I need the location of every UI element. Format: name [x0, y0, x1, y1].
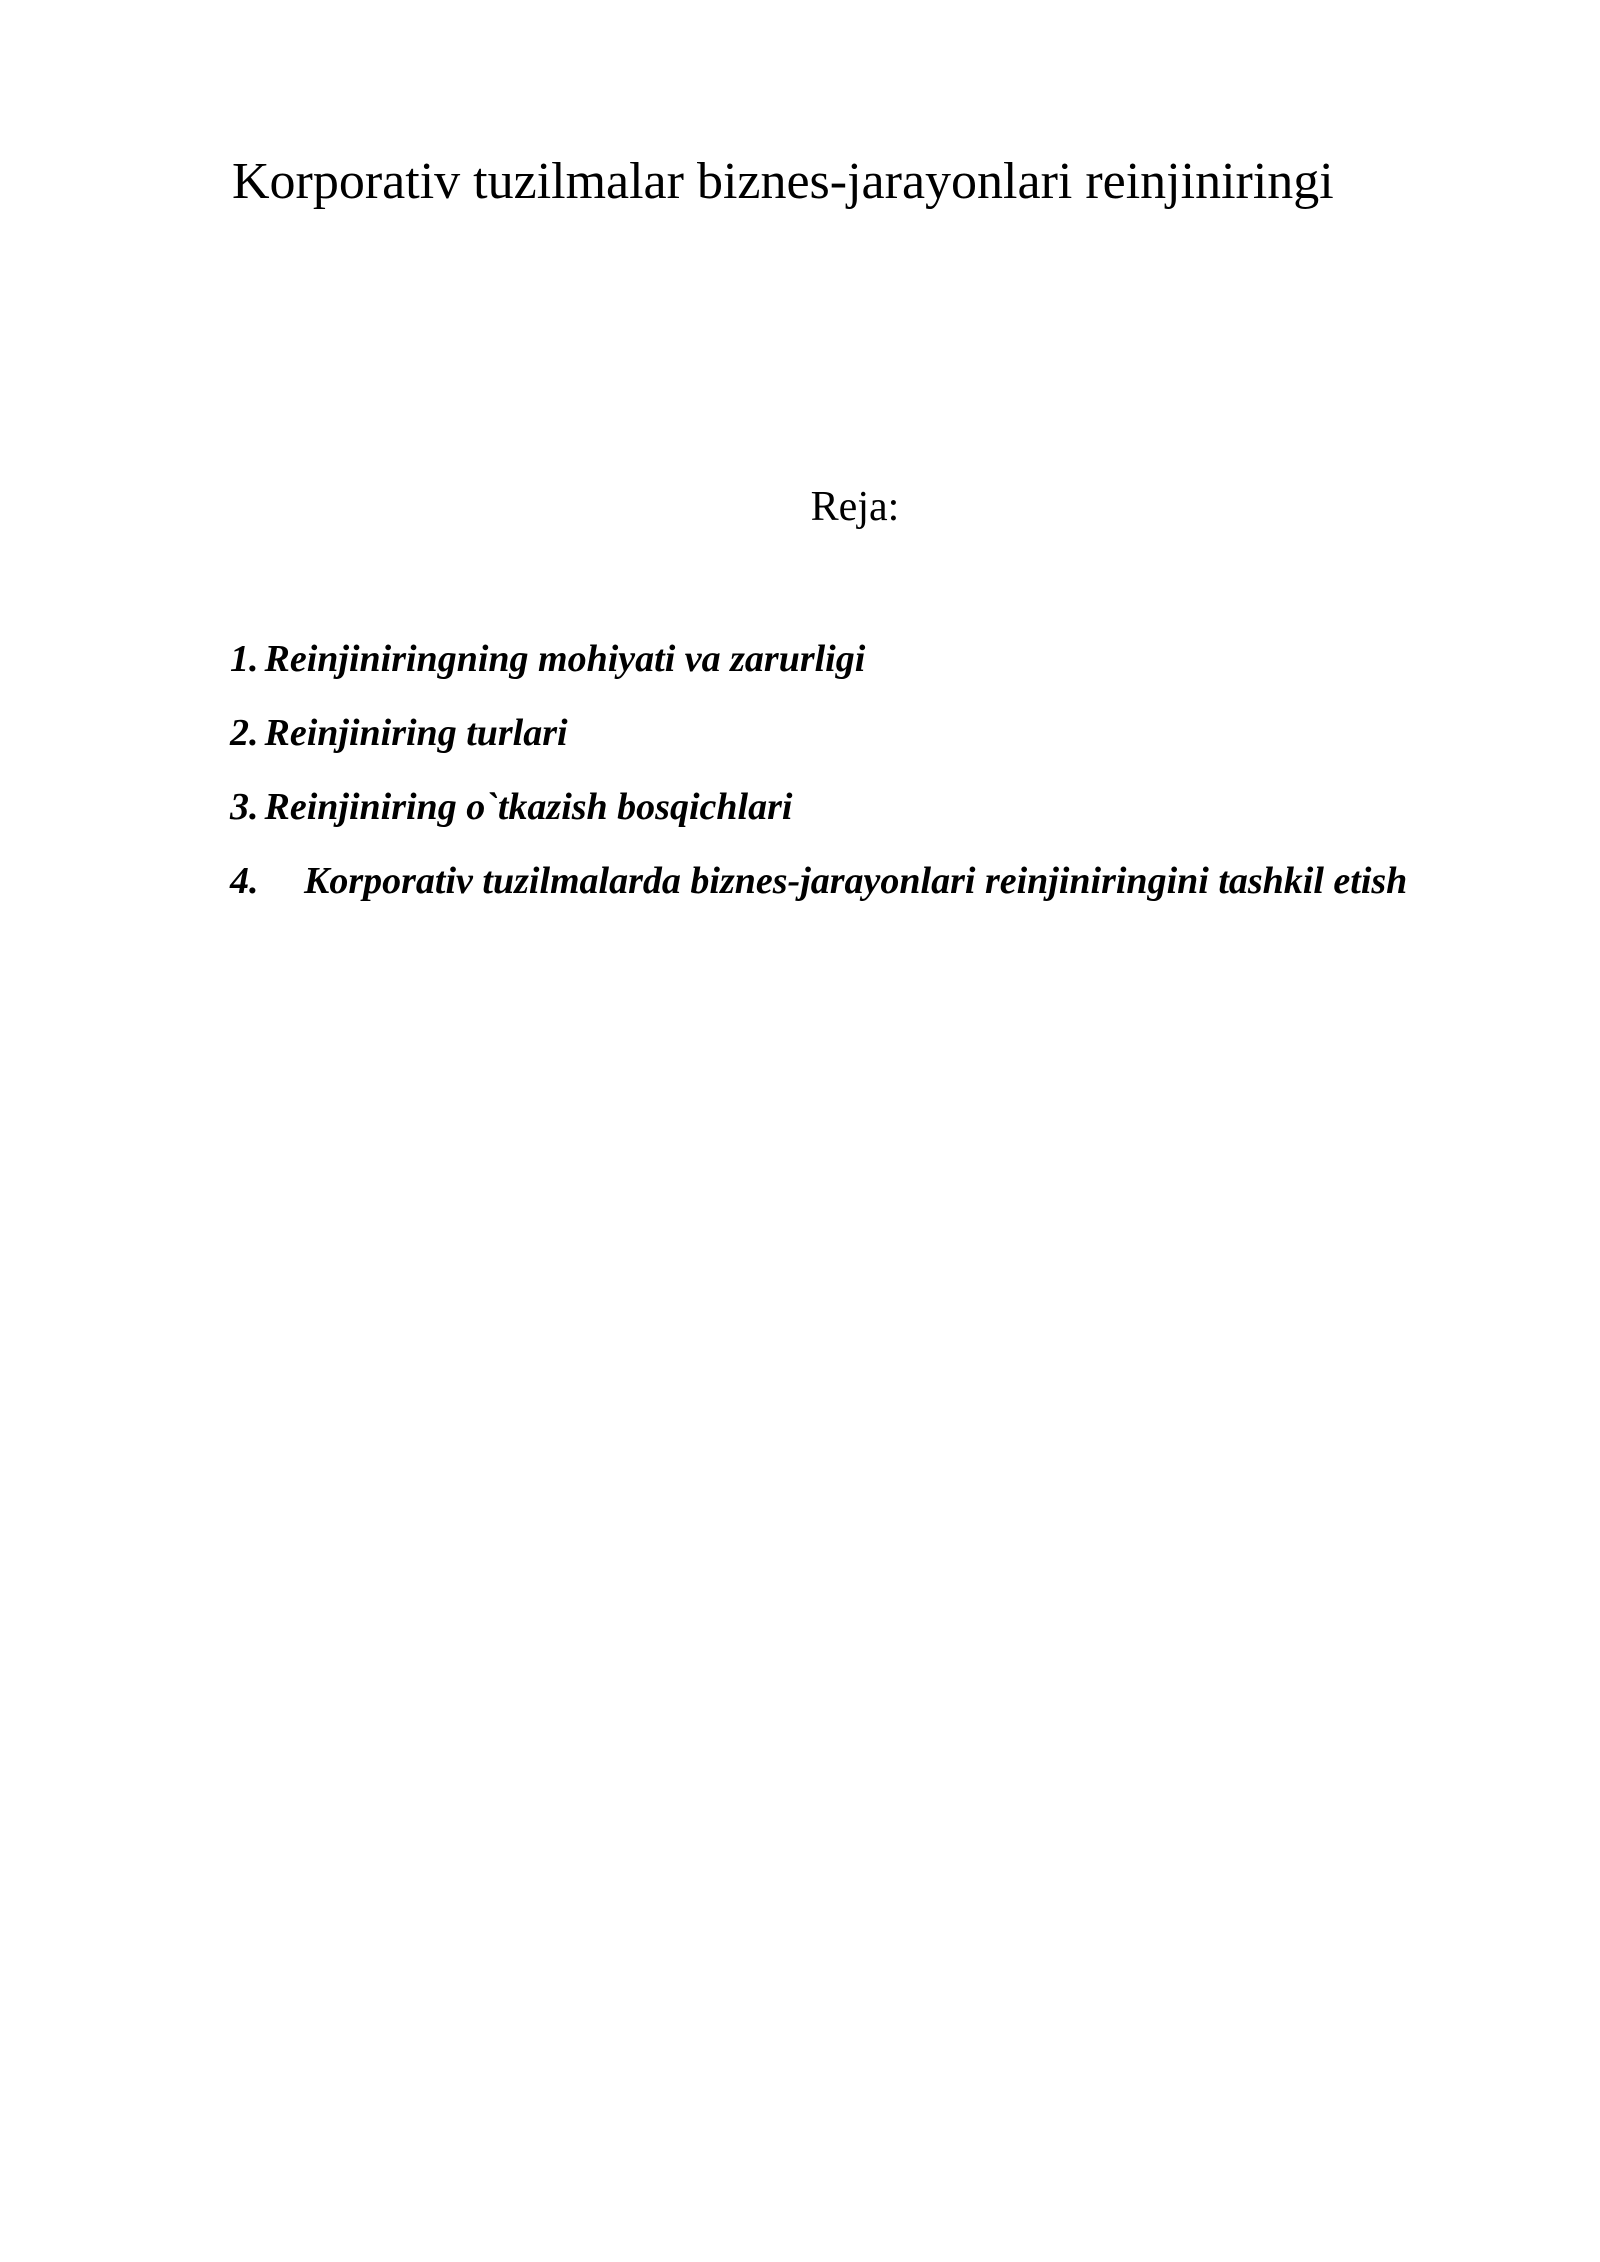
plan-item-text: Reinjiniring turlari — [264, 712, 568, 754]
plan-item-number: 4. — [230, 860, 259, 902]
plan-item-number: 3. — [230, 786, 259, 828]
plan-list — [230, 622, 1490, 918]
plan-item-text: Reinjiniring o`tkazish bosqichlari — [264, 786, 793, 828]
plan-item-4 — [230, 844, 1490, 918]
plan-item-2 — [230, 696, 1490, 770]
plan-item-number: 1. — [230, 638, 259, 680]
plan-item-text: Reinjiniringning mohiyati va zarurligi — [264, 638, 866, 680]
plan-heading: Reja: — [810, 484, 900, 530]
document-title: Korporativ tuzilmalar biznes-jarayonlari reinjiniringi — [232, 153, 1334, 210]
plan-item-text: Korporativ tuzilmalarda biznes-jarayonlari reinjiniringini tashkil etish — [304, 860, 1408, 902]
plan-item-3 — [230, 770, 1490, 844]
plan-item-1 — [230, 622, 1490, 696]
plan-item-number: 2. — [230, 712, 259, 754]
